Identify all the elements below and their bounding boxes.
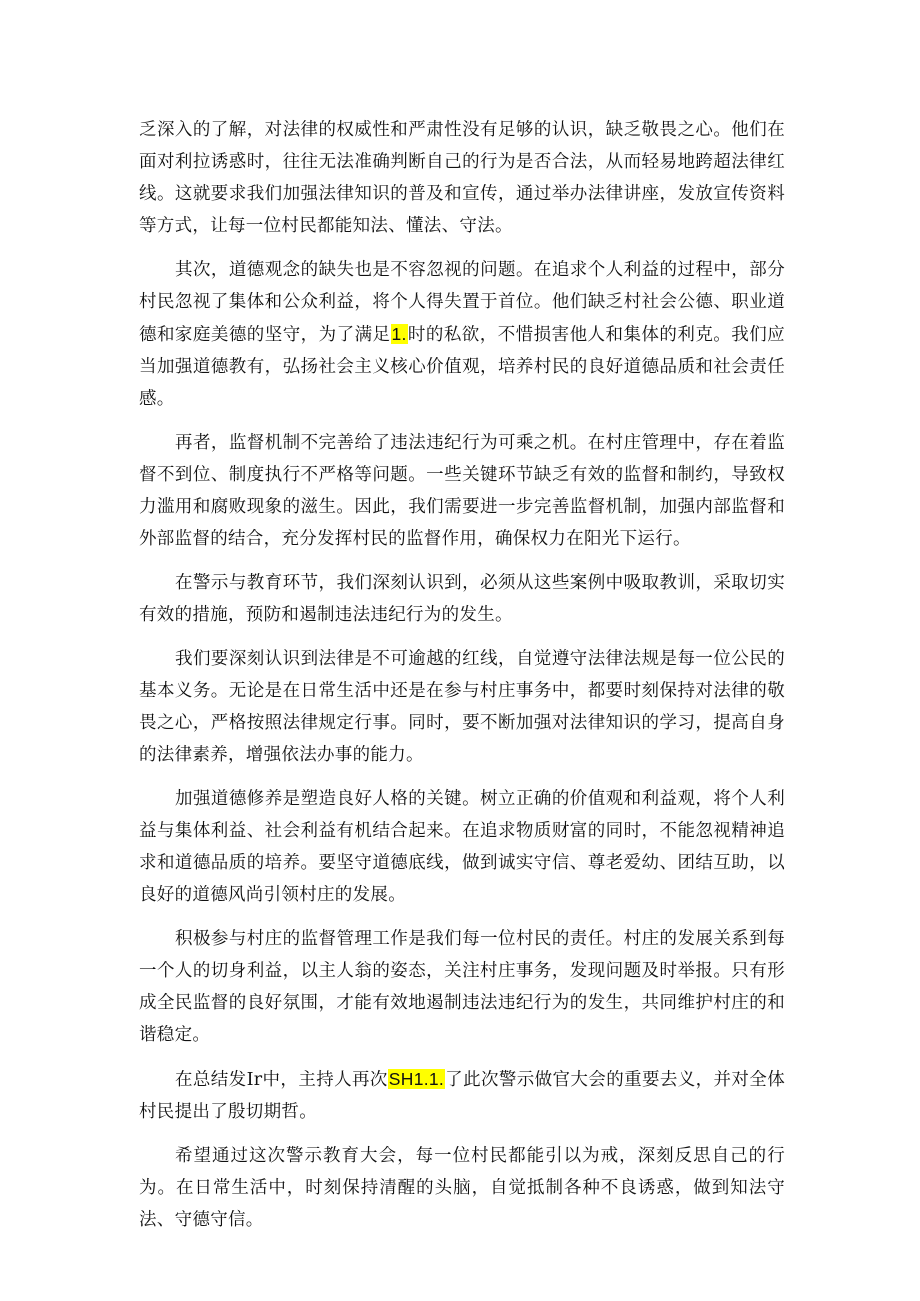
document-body bbox=[139, 114, 785, 1248]
paragraph-text: 我们要深刻认识到法律是不可逾越的红线，自觉遵守法律法规是每一位公民的基本义务。无论是在日常生活中还是在参与村庄事务中，都要时刻保持对法律的敬畏之心，严格按照法律规定行事。同时，要不断加强对法律知识的学习，提高自身的法律素养，增强依法办事的能力。 bbox=[139, 649, 785, 765]
paragraph bbox=[139, 114, 785, 242]
paragraph-text: 在警示与教育环节，我们深刻认识到，必须从这些案例中吸取教训，采取切实有效的措施，预防和遏制违法违纪行为的发生。 bbox=[139, 573, 785, 625]
highlighted-text: 1. bbox=[391, 324, 407, 344]
paragraph bbox=[139, 1140, 785, 1236]
paragraph bbox=[139, 923, 785, 1051]
paragraph-text: 时的私欲，不惜损害他人和集体的利克。我们应当加强道德教有，弘扬社会主义核心价值观，培养村民的良好道德品质和社会责任感。 bbox=[139, 325, 785, 409]
paragraph-text: 在总结发 bbox=[175, 1070, 247, 1090]
paragraph bbox=[139, 643, 785, 771]
paragraph-text: 再者，监督机制不完善给了违法违纪行为可乘之机。在村庄管理中，存在着监督不到位、制度执行不严格等问题。一些关键环节缺乏有效的监督和制约，导致权力滥用和腐败现象的滋生。因此，我们需要进一步完善监督机制，加强内部监督和外部监督的结合，充分发挥村民的监督作用，确保权力在阳光下运行。 bbox=[139, 433, 785, 549]
paragraph-text: 积极参与村庄的监督管理工作是我们每一位村民的责任。村庄的发展关系到每一个人的切身利益，以主人翁的姿态，关注村庄事务，发现问题及时举报。只有形成全民监督的良好氛围，才能有效地遏制违法违纪行为的发生，共同维护村庄的和谐稳定。 bbox=[139, 929, 785, 1045]
paragraph bbox=[139, 567, 785, 631]
paragraph bbox=[139, 427, 785, 555]
paragraph-text: Ir bbox=[246, 1070, 263, 1090]
paragraph-text: 希望通过这次警示教育大会，每一位村民都能引以为戒，深刻反思自己的行为。在日常生活中，时刻保持清醒的头脑，自觉抵制各种不良诱惑，做到知法守法、守德守信。 bbox=[139, 1146, 785, 1230]
paragraph-text: 了此次警示做官大会的重要去义，并对全体村民提出了殷切期哲。 bbox=[139, 1070, 785, 1122]
paragraph bbox=[139, 1063, 785, 1128]
paragraph bbox=[139, 783, 785, 911]
paragraph bbox=[139, 254, 785, 415]
highlighted-text: SH1.1. bbox=[388, 1069, 445, 1089]
paragraph-text: 中，主持人再次 bbox=[262, 1070, 388, 1090]
paragraph-text: 加强道德修养是塑造良好人格的关键。树立正确的价值观和利益观，将个人利益与集体利益、社会利益有机结合起来。在追求物质财富的同时，不能忽视精神追求和道德品质的培养。要坚守道德底线，做到诚实守信、尊老爱幼、团结互助，以良好的道德风尚引领村庄的发展。 bbox=[139, 789, 785, 905]
paragraph-text: 其次，道德观念的缺失也是不容忽视的问题。在追求个人利益的过程中，部分村民忽视了集体和公众利益，将个人得失置于首位。他们缺乏村社会公德、职业道德和家庭美德的坚守，为了满足 bbox=[139, 260, 785, 345]
paragraph-text: 乏深入的了解，对法律的权威性和严肃性没有足够的认识，缺乏敬畏之心。他们在面对利拉诱惑时，往往无法准确判断自己的行为是否合法，从而轻易地跨超法律红线。这就要求我们加强法律知识的普及和宣传，通过举办法律讲座，发放宣传资料等方式，让每一位村民都能知法、懂法、守法。 bbox=[139, 120, 785, 236]
